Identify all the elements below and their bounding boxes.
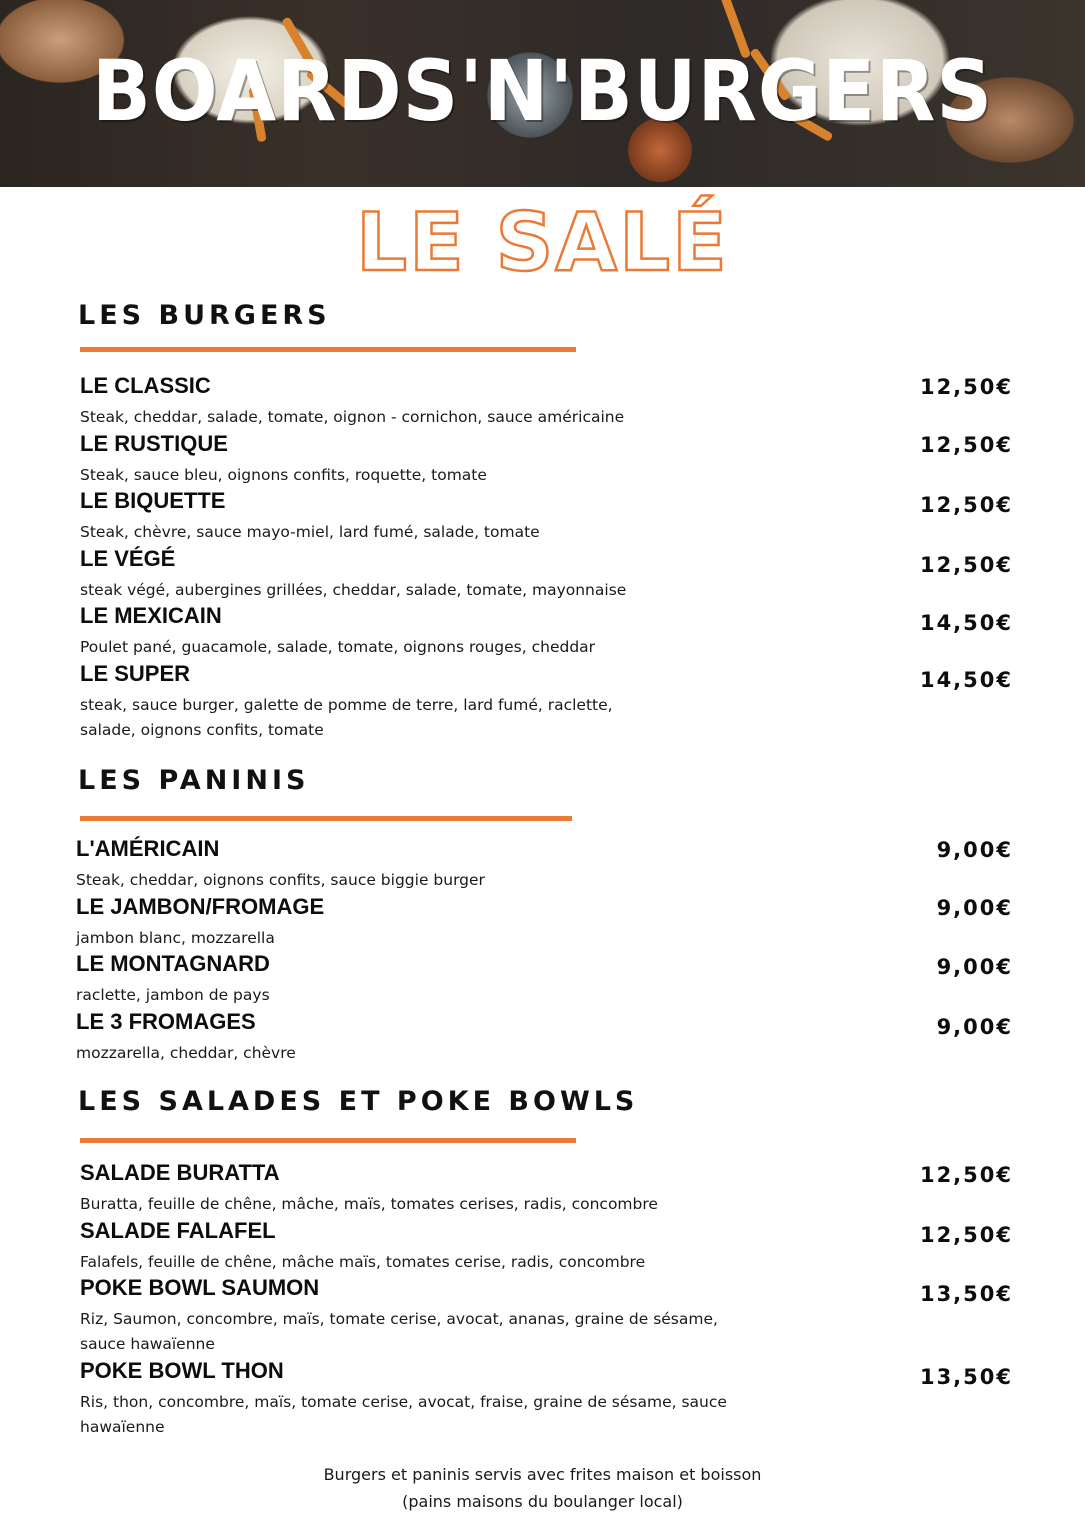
item-price: 13,50€ [919,1282,1013,1306]
item-name: SALADE BURATTA [80,1160,280,1185]
hero-banner-photo [0,0,1085,187]
item-name: LE RUSTIQUE [80,431,228,456]
item-description: Poulet pané, guacamole, salade, tomate, oignons rouges, cheddar [80,638,596,656]
item-description: Steak, chèvre, sauce mayo-miel, lard fumé, salade, tomate [80,523,540,541]
item-description: Steak, sauce bleu, oignons confits, roquette, tomate [80,466,487,484]
item-description: Riz, Saumon, concombre, maïs, tomate cerise, avocat, ananas, graine de sésame, sauce hawaïenne [80,1310,718,1353]
item-price: 12,50€ [919,553,1013,577]
item-name: LE MEXICAIN [80,603,222,628]
item-description: jambon blanc, mozzarella [76,929,275,947]
section-heading: LES PANINIS [78,765,310,796]
item-price: 9,00€ [936,1015,1013,1039]
section-divider [80,347,576,352]
item-name: LE VÉGÉ [80,546,176,571]
item-name: LE MONTAGNARD [76,951,270,976]
item-price: 14,50€ [919,611,1013,635]
item-name: SALADE FALAFEL [80,1218,276,1243]
item-description: steak végé, aubergines grillées, cheddar, salade, tomate, mayonnaise [80,581,627,599]
item-price: 12,50€ [919,493,1013,517]
item-description: raclette, jambon de pays [76,986,270,1004]
item-name: LE CLASSIC [80,373,211,398]
item-description: mozzarella, cheddar, chèvre [76,1044,296,1062]
item-description: Falafels, feuille de chêne, mâche maïs, tomates cerise, radis, concombre [80,1253,646,1271]
item-price: 9,00€ [936,896,1013,920]
item-description: steak, sauce burger, galette de pomme de terre, lard fumé, raclette, salade, oignons confits, tomate [80,696,613,739]
brand-title: BOARDS'N'BURGERS [92,42,993,140]
item-description: Steak, cheddar, salade, tomate, oignon - cornichon, sauce américaine [80,408,625,426]
section-heading: LES SALADES ET POKE BOWLS [78,1086,639,1117]
item-price: 14,50€ [919,668,1013,692]
item-price: 9,00€ [936,955,1013,979]
section-divider [80,816,572,821]
item-name: LE SUPER [80,661,191,686]
item-price: 12,50€ [919,375,1013,399]
item-name: L'AMÉRICAIN [76,836,220,861]
footer-line: Burgers et paninis servis avec frites maison et boisson [323,1465,762,1484]
item-name: POKE BOWL THON [80,1358,284,1383]
item-price: 12,50€ [919,1163,1013,1187]
menu-title: LE SALÉ [356,196,729,289]
item-description: Steak, cheddar, oignons confits, sauce biggie burger [76,871,485,889]
section-divider [80,1138,576,1143]
footer-note [0,1461,1085,1515]
item-name: LE BIQUETTE [80,488,226,513]
item-price: 9,00€ [936,838,1013,862]
item-price: 12,50€ [919,1223,1013,1247]
item-description: Buratta, feuille de chêne, mâche, maïs, tomates cerises, radis, concombre [80,1195,658,1213]
item-price: 12,50€ [919,433,1013,457]
footer-line: (pains maisons du boulanger local) [402,1492,683,1511]
item-name: LE JAMBON/FROMAGE [76,894,325,919]
item-name: POKE BOWL SAUMON [80,1275,320,1300]
item-description: Ris, thon, concombre, maïs, tomate cerise, avocat, fraise, graine de sésame, sauce hawaïenne [80,1393,727,1436]
item-name: LE 3 FROMAGES [76,1009,256,1034]
section-heading: LES BURGERS [78,300,331,331]
item-price: 13,50€ [919,1365,1013,1389]
